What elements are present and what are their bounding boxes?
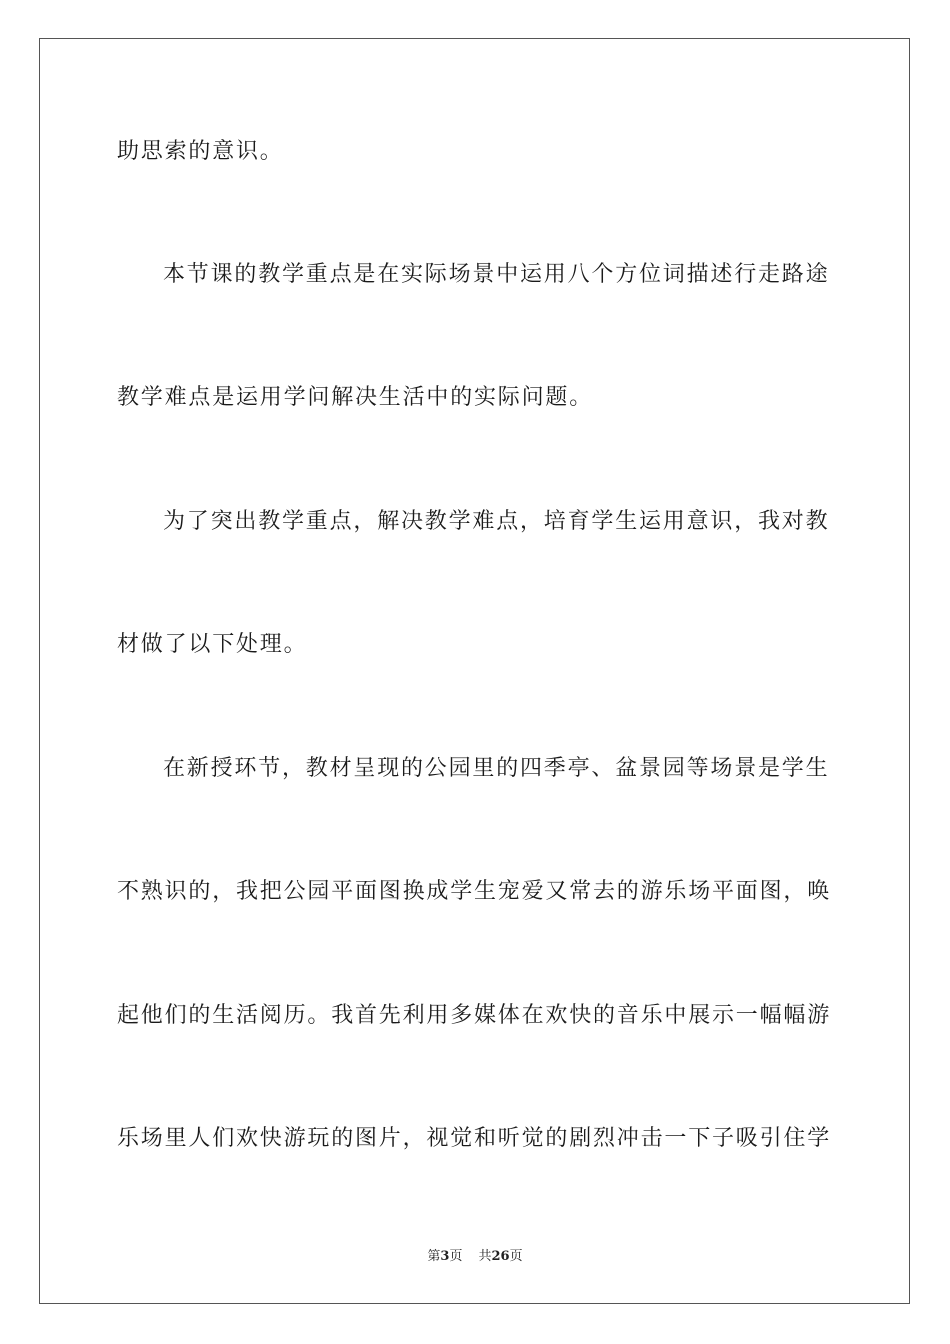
text-line-8: 起他们的生活阅历。我首先利用多媒体在欢快的音乐中展示一幅幅游 [117, 1003, 832, 1028]
text-line-4: 为了突出教学重点，解决教学难点，培育学生运用意识，我对教 [163, 509, 830, 534]
page-frame [39, 38, 910, 1304]
page-number: 3 [440, 1249, 450, 1264]
text-line-3: 教学难点是运用学问解决生活中的实际问题。 [117, 385, 594, 410]
total-suffix: 页 [509, 1249, 523, 1264]
text-line-7: 不熟识的，我把公园平面图换成学生宠爱又常去的游乐场平面图，唤 [117, 879, 832, 904]
text-line-9: 乐场里人们欢快游玩的图片，视觉和听觉的剧烈冲击一下子吸引住学 [117, 1126, 832, 1151]
text-line-1: 助思索的意识。 [117, 139, 284, 164]
text-line-6: 在新授环节，教材呈现的公园里的四季亭、盆景园等场景是学生 [163, 756, 830, 781]
page-footer [0, 1249, 950, 1265]
text-line-5: 材做了以下处理。 [117, 632, 308, 657]
text-line-2: 本节课的教学重点是在实际场景中运用八个方位词描述行走路途 [163, 262, 830, 287]
total-prefix: 共 [478, 1249, 492, 1264]
page-prefix: 第 [427, 1249, 441, 1264]
total-pages: 26 [491, 1249, 510, 1264]
page-suffix: 页 [449, 1249, 463, 1264]
